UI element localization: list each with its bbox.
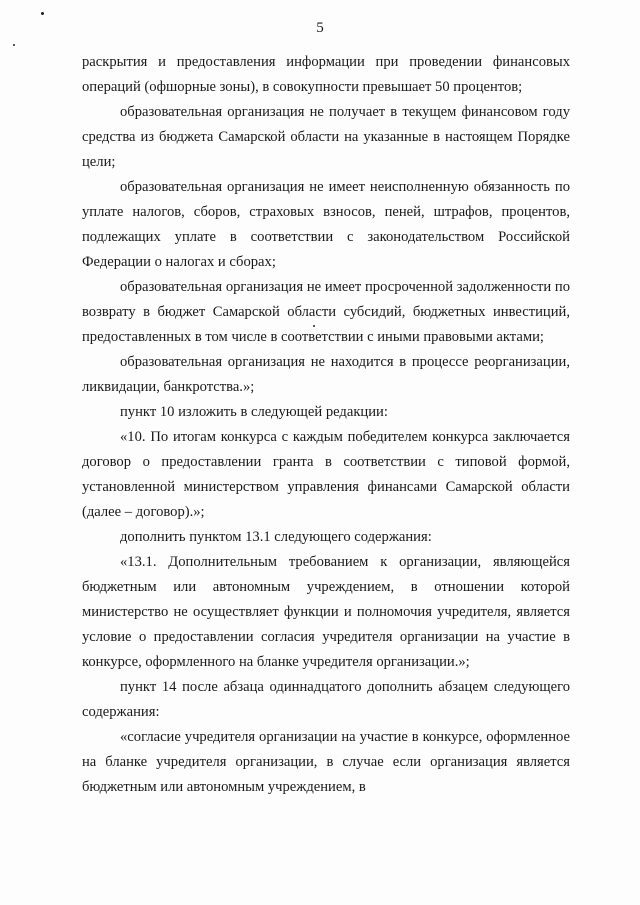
paragraph-continuation: раскрытия и предоставления информации при проведении финансовых операций (офшорные зоны), в совокупности превышает 50 процентов; [82, 54, 570, 95]
scan-speck [41, 12, 44, 15]
scan-speck [13, 44, 15, 46]
paragraph-budget-condition: образовательная организация не получает в текущем финансовом году средства из бюджета Самарской области на указанные в настоящем Порядке цели; [82, 104, 570, 170]
paragraph-tax-condition: образовательная организация не имеет неисполненную обязанность по уплате налогов, сборов, страховых взносов, пеней, штрафов, процентов, подлежащих уплате в соответствии с законодательством Российской Федерации о налогах и сборах; [82, 179, 570, 270]
paragraph-item-13-1-instruction: дополнить пунктом 13.1 следующего содержания: [120, 529, 432, 545]
paragraph-item-14-instruction: пункт 14 после абзаца одиннадцатого дополнить абзацем следующего содержания: [82, 679, 570, 720]
page-number: 5 [316, 20, 324, 36]
paragraph-item-13-1-text: «13.1. Дополнительным требованием к организации, являющейся бюджетным или автономным учреждением, в отношении которой министерство не осуществляет функции и полномочия учредителя, является условие о предоставлении согласия учредителя организации на участие в конкурсе, оформленного на бланке учредителя организации.»; [82, 554, 570, 670]
paragraph-reorganization-condition: образовательная организация не находится в процессе реорганизации, ликвидации, банкротства.»; [82, 354, 570, 395]
paragraph-item-10-text: «10. По итогам конкурса с каждым победителем конкурса заключается договор о предоставлении гранта в соответствии с типовой формой, установленной министерством управления финансами Самарской области (далее – договор).»; [82, 429, 570, 520]
paragraph-debt-condition: образовательная организация не имеет просроченной задолженности по возврату в бюджет Самарской области субсидий, бюджетных инвестиций, предоставленных в том числе в соответствии с иными правовыми актами; [82, 279, 570, 345]
document-body [82, 50, 570, 800]
paragraph-item-14-text: «согласие учредителя организации на участие в конкурсе, оформленное на бланке учредителя организации, в случае если организация является бюджетным или автономным учреждением, в [82, 729, 570, 795]
paragraph-item-10-instruction: пункт 10 изложить в следующей редакции: [120, 404, 388, 420]
